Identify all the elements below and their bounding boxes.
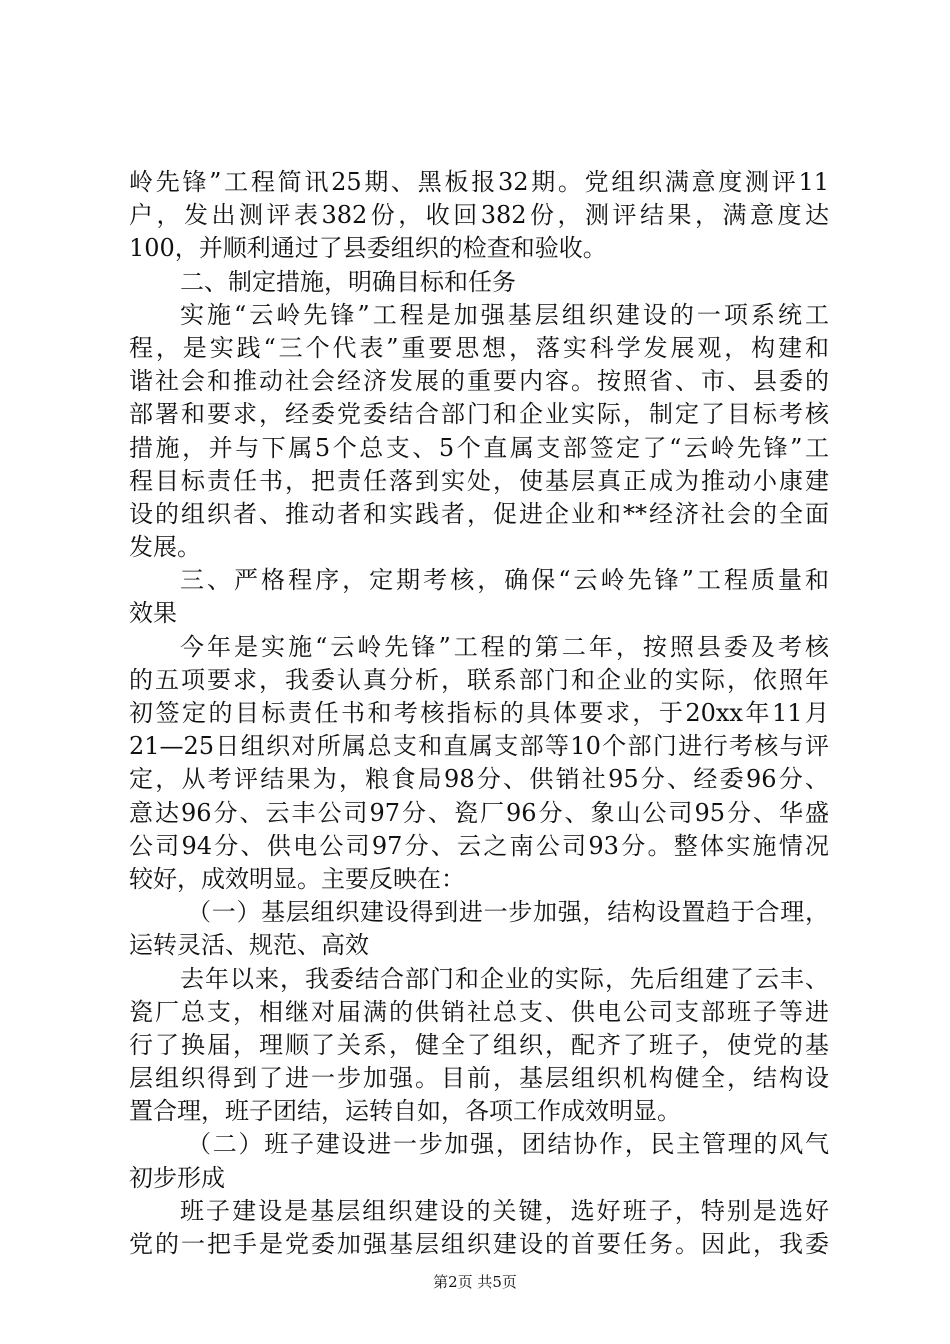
paragraph-line: 发展。: [129, 533, 201, 562]
paragraph-line: 部署和要求，经委党委结合部门和企业实际，制定了目标考核: [129, 400, 829, 429]
paragraph-line: 公司94分、供电公司97分、云之南公司93分。整体实施情况: [129, 831, 829, 860]
subsection-heading: 运转灵活、规范、高效: [129, 931, 369, 960]
subsection-heading: 初步形成: [129, 1163, 225, 1192]
paragraph-line: 意达96分、云丰公司97分、瓷厂96分、象山公司95分、华盛: [129, 798, 829, 827]
paragraph-line: 置合理，班子团结，运转自如，各项工作成效明显。: [129, 1097, 681, 1126]
section-heading: 二、制定措施，明确目标和任务: [180, 267, 516, 296]
paragraph-line: 层组织得到了进一步加强。目前，基层组织机构健全，结构设: [129, 1064, 829, 1093]
paragraph-line: 今年是实施“云岭先锋”工程的第二年，按照县委及考核: [180, 632, 829, 661]
paragraph-line: 去年以来，我委结合部门和企业的实际，先后组建了云丰、: [180, 964, 829, 993]
section-heading: 三、严格程序，定期考核，确保“云岭先锋”工程质量和: [180, 566, 829, 595]
paragraph-line: 瓷厂总支，相继对届满的供销社总支、供电公司支部班子等进: [129, 997, 829, 1026]
paragraph-line: 程，是实践“三个代表”重要思想，落实科学发展观，构建和: [129, 333, 829, 362]
paragraph-line: 的五项要求，我委认真分析，联系部门和企业的实际，依照年: [129, 665, 829, 694]
paragraph-line: 户，发出测评表382份，收回382份，测评结果，满意度达: [129, 201, 829, 230]
paragraph-line: 谐社会和推动社会经济发展的重要内容。按照省、市、县委的: [129, 367, 829, 396]
paragraph-line: 较好，成效明显。主要反映在：: [129, 864, 465, 893]
paragraph-line: 党的一把手是党委加强基层组织建设的首要任务。因此，我委: [129, 1230, 829, 1258]
paragraph-line: 行了换届，理顺了关系，健全了组织，配齐了班子，使党的基: [129, 1030, 829, 1059]
subsection-heading: （二）班子建设进一步加强，团结协作，民主管理的风气: [187, 1130, 829, 1159]
paragraph-line: 定，从考评结果为，粮食局98分、供销社95分、经委96分、: [129, 765, 829, 794]
paragraph-line: 程目标责任书，把责任落到实处，使基层真正成为推动小康建: [129, 466, 829, 495]
subsection-heading: （一）基层组织建设得到进一步加强，结构设置趋于合理，: [187, 898, 829, 927]
paragraph-line: 100，并顺利通过了县委组织的检查和验收。: [129, 234, 607, 263]
paragraph-line: 班子建设是基层组织建设的关键，选好班子，特别是选好: [180, 1196, 829, 1225]
paragraph-line: 设的组织者、推动者和实践者，促进企业和**经济社会的全面: [129, 499, 829, 528]
paragraph-line: 措施，并与下属5个总支、5个直属支部签定了“云岭先锋”工: [129, 433, 829, 462]
paragraph-line: 实施“云岭先锋”工程是加强基层组织建设的一项系统工: [180, 300, 829, 329]
paragraph-line: 初签定的目标责任书和考核指标的具体要求，于20xx年11月: [129, 699, 829, 727]
page-number-footer: 第2页 共5页: [433, 1273, 517, 1291]
paragraph-line: 岭先锋”工程简讯25期、黑板报32期。党组织满意度测评11: [129, 168, 829, 196]
paragraph-line: 21—25日组织对所属总支和直属支部等10个部门进行考核与评: [129, 732, 829, 761]
section-heading: 效果: [129, 599, 177, 628]
document-body: [129, 166, 829, 1261]
